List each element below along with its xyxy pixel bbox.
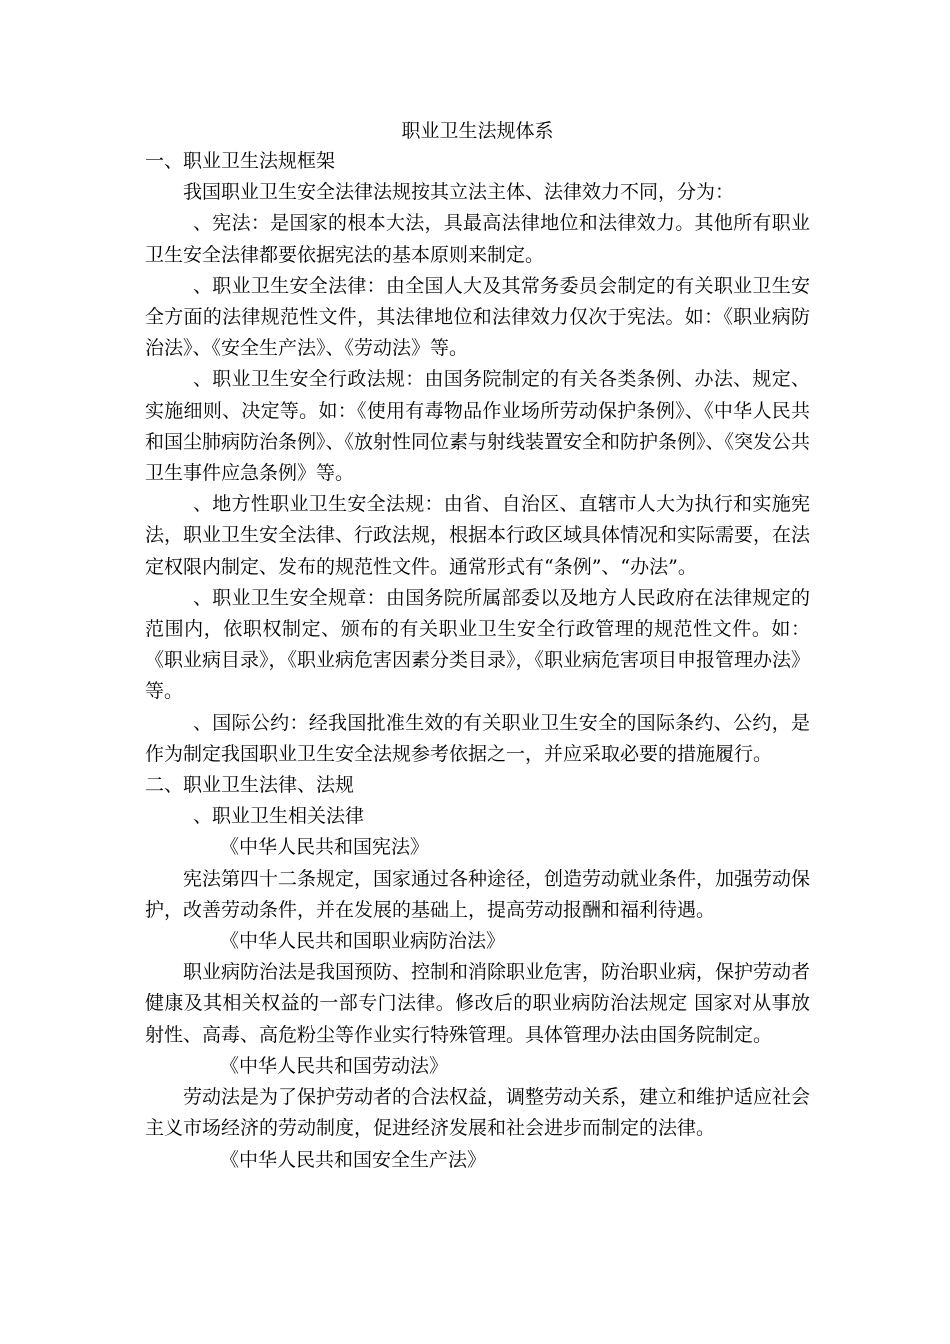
section-1-item-constitution: 、宪法：是国家的根本大法，具最高法律地位和法律效力。其他所有职业卫生安全法律都要依据宪法的基本原则来制定。: [145, 212, 810, 266]
section-1-item-admin-regulations: 、职业卫生安全行政法规：由国务院制定的有关各类条例、办法、规定、实施细则、决定等。如：《使用有毒物品作业场所劳动保护条例》、《中华人民共和国尘肺病防治条例》、《放射性同位素与射线装置安全和防护条例》、《突发公共卫生事件应急条例》等。: [145, 368, 811, 485]
law-desc-constitution: 宪法第四十二条规定，国家通过各种途径，创造劳动就业条件，加强劳动保护，改善劳动条件，并在发展的基础上，提高劳动报酬和福利待遇。: [145, 867, 811, 921]
section-1-intro: 我国职业卫生安全法律法规按其立法主体、法律效力不同，分为：: [183, 181, 735, 204]
section-2-subheading: 、职业卫生相关法律: [193, 805, 365, 828]
law-desc-labor: 劳动法是为了保护劳动者的合法权益，调整劳动关系，建立和维护适应社会主义市场经济的劳动制度，促进经济发展和社会进步而制定的法律。: [145, 1086, 811, 1140]
law-title-labor: 《中华人民共和国劳动法》: [220, 1054, 449, 1077]
section-1-item-laws: 、职业卫生安全法律：由全国人大及其常务委员会制定的有关职业卫生安全方面的法律规范性文件，其法律地位和法律效力仅次于宪法。如：《职业病防治法》、《安全生产法》、《劳动法》等。: [145, 274, 810, 360]
section-1-item-local-regulations: 、地方性职业卫生安全法规：由省、自治区、直辖市人大为执行和实施宪法，职业卫生安全法律、行政法规，根据本行政区域具体情况和实际需要，在法定权限内制定、发布的规范性文件。通常形式有“条例”、“办法”。: [145, 493, 811, 578]
law-title-work-safety: 《中华人民共和国安全生产法》: [220, 1148, 487, 1171]
section-1-item-conventions: 、国际公约：经我国批准生效的有关职业卫生安全的国际条约、公约，是作为制定我国职业卫生安全法规参考依据之一，并应采取必要的措施履行。: [145, 711, 810, 765]
section-1-heading: 一、职业卫生法规框架: [145, 150, 336, 172]
section-2-heading: 二、职业卫生法律、法规: [145, 774, 355, 797]
law-title-occupational-disease: 《中华人民共和国职业病防治法》: [220, 930, 506, 953]
law-title-constitution: 《中华人民共和国宪法》: [220, 836, 430, 859]
section-1-item-rules: 、职业卫生安全规章：由国务院所属部委以及地方人民政府在法律规定的范围内，依职权制定、颁布的有关职业卫生安全行政管理的规范性文件。如：《职业病目录》，《职业病危害因素分类目录》，《职业病危害项目申报管理办法》等。: [145, 586, 811, 703]
document-body: [145, 146, 810, 1176]
law-desc-occupational-disease: 职业病防治法是我国预防、控制和消除职业危害，防治职业病，保护劳动者健康及其相关权益的一部专门法律。修改后的职业病防治法规定 国家对从事放射性、高毒、高危粉尘等作业实行特殊管理。具体管理办法由国务院制定。: [145, 961, 811, 1046]
document-title: 职业卫生法规体系: [401, 120, 554, 142]
